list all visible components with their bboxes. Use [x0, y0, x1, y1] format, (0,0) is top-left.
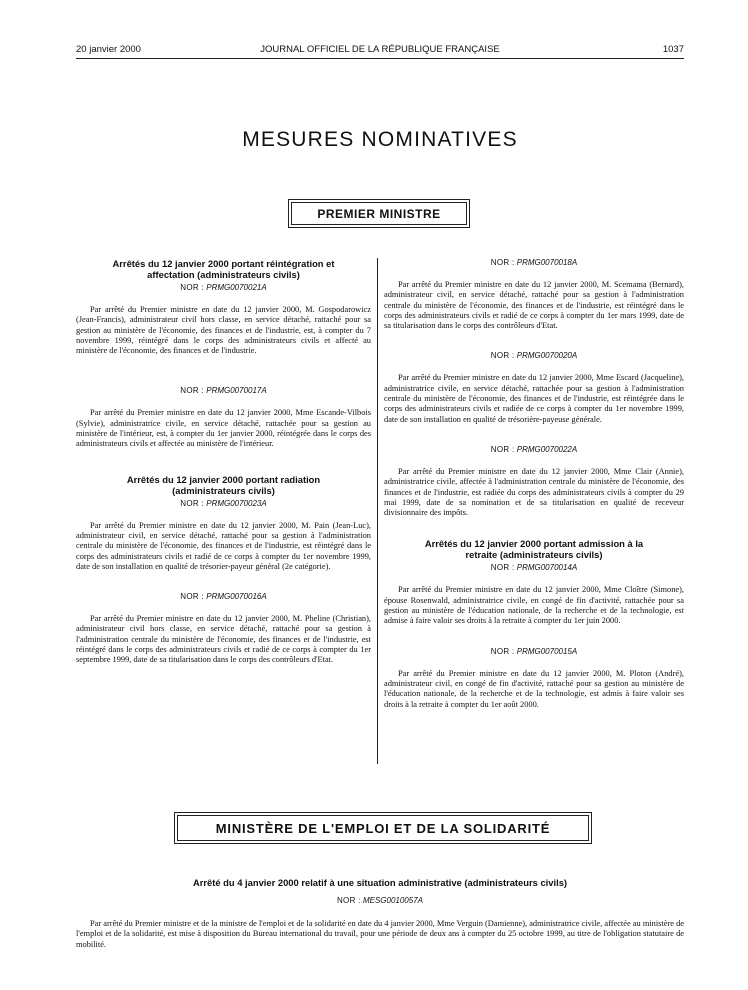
nor-label: NOR : — [490, 258, 515, 267]
nor-code: PRMG0070017A — [206, 386, 267, 396]
nor-line — [384, 563, 684, 573]
header-page-number: 1037 — [662, 44, 684, 55]
nor-line — [384, 258, 684, 268]
situation-administrative-title: Arrêté du 4 janvier 2000 relatif à une situation administrative (administrateurs civils) — [192, 877, 568, 888]
nor-code: PRMG0070020A — [516, 351, 578, 361]
radiation-title: Arrêtés du 12 janvier 2000 portant radiation (administrateurs civils) — [126, 473, 321, 496]
section-box-premier-ministre — [288, 199, 470, 228]
reintegration-title: Arrêtés du 12 janvier 2000 portant réintégration et affectation (administrateurs civils) — [112, 258, 335, 280]
nor-line — [384, 445, 684, 455]
nor-label: NOR : — [490, 351, 515, 361]
nor-label: NOR : — [180, 386, 204, 396]
nor-label: NOR : — [490, 563, 515, 573]
nor-line — [76, 592, 371, 602]
nor-line — [76, 283, 371, 293]
left-column — [76, 258, 371, 686]
nor-label: NOR : — [336, 896, 361, 905]
page-title: MESURES NOMINATIVES — [242, 128, 518, 151]
page-header — [76, 44, 684, 58]
column-divider — [377, 258, 378, 764]
nor-line — [76, 896, 684, 906]
nor-line — [384, 647, 684, 657]
nor-code: PRMG0070023A — [206, 498, 267, 508]
decree-paragraph: Par arrêté du Premier ministre en date du 12 janvier 2000, M. Gospodarowicz (Jean-Francis), administrateur civil hors classe, en service détaché, rattaché pour sa gestion au ministère de l'économie, des finances et de l'industrie, est, à compter du 7 novembre 1999, réintégré dans le corps des administrateurs civils et affecté au ministère de l'économie, des finances et de l'industrie. — [76, 305, 371, 356]
header-rule — [76, 58, 684, 59]
decree-paragraph: Par arrêté du Premier ministre en date du 12 janvier 2000, Mme Clair (Annie), administratrice civile, affectée à l'administration centrale du ministère de l'économie, des finances et de l'industrie, est radiée du corps des administrateurs civils à compter du 29 mai 1999, date de sa nomination et de sa titularisation en qualité de receveur divisionnaire des impôts. — [384, 466, 684, 518]
nor-label: NOR : — [180, 498, 204, 508]
nor-label: NOR : — [180, 283, 204, 292]
nor-code: PRMG0070016A — [206, 592, 267, 602]
section-box-emploi — [174, 812, 592, 844]
nor-label: NOR : — [490, 444, 515, 454]
section-title-emploi: MINISTÈRE DE L'EMPLOI ET DE LA SOLIDARITÉ — [177, 815, 589, 841]
decree-paragraph: Par arrêté du Premier ministre en date du 12 janvier 2000, Mme Cloître (Simone), épouse Rosenwald, administratrice civile, en congé de fin d'activité, rattachée pour sa gestion au ministère de l'éducation nationale, de la recherche et de la technologie, est admise à faire valoir ses droits à la retraite à compter du 1er juin 2000. — [384, 585, 684, 626]
nor-code: MESG0010057A — [362, 896, 423, 905]
nor-code: PRMG0070014A — [516, 563, 578, 573]
decree-paragraph: Par arrêté du Premier ministre en date du 12 janvier 2000, M. Pheline (Christian), administrateur civil hors classe, en service détaché, rattaché pour sa gestion à l'administration centrale du ministère de l'économie, des finances et de l'industrie, est réintégré dans le corps des administrateurs civils et radié de ce corps à compter du 1er septembre 1999, date de sa titularisation dans le corps des contrôleurs d'Etat. — [76, 614, 371, 665]
decree-paragraph: Par arrêté du Premier ministre en date du 12 janvier 2000, Mme Escande-Vilbois (Sylvie), administratrice civile, en service détaché, rattachée pour sa gestion au ministère de l'intérieur, est, à compter du 1er janvier 2000, réintégrée dans le corps des administrateurs civils et affectée au ministère de l'intérieur. — [76, 408, 371, 449]
nor-code: PRMG0070021A — [206, 283, 267, 292]
header-journal-title: JOURNAL OFFICIEL DE LA RÉPUBLIQUE FRANÇAISE — [260, 44, 500, 55]
nor-code: PRMG0070022A — [516, 444, 578, 454]
nor-code: PRMG0070018A — [516, 258, 578, 267]
nor-label: NOR : — [180, 592, 204, 602]
decree-paragraph: Par arrêté du Premier ministre en date du 12 janvier 2000, M. Pain (Jean-Luc), administrateur civil, en service détaché, rattaché pour sa gestion à l'administration centrale du ministère de l'économie, des finances et de l'industrie, est réintégré dans le corps des administrateurs civils et radié de ce corps à compter du 1er novembre 1999, date de son installation en qualité de trésorier-payeur général (2e catégorie). — [76, 520, 371, 571]
decree-paragraph: Par arrêté du Premier ministre en date du 12 janvier 2000, M. Ploton (André), administrateur civil, en congé de fin d'activité, rattaché pour sa gestion au ministère de l'éducation nationale, de la recherche et de la technologie, est admis à faire valoir ses droits à la retraite à compter du 1er août 2000. — [384, 668, 684, 709]
decree-paragraph: Par arrêté du Premier ministre en date du 12 janvier 2000, Mme Escard (Jacqueline), administratrice civile, en service détaché, rattachée pour sa gestion à l'administration centrale du ministère de l'économie, des finances et de l'industrie, est réintégrée dans le corps des administrateurs civils et radiée de ce corps à compter du 1er novembre 1999, date de son installation en qualité de trésorière-payeuse générale. — [384, 373, 684, 424]
right-column — [384, 258, 684, 730]
nor-code: PRMG0070015A — [516, 646, 578, 656]
decree-paragraph: Par arrêté du Premier ministre et de la ministre de l'emploi et de la solidarité en date du 4 janvier 2000, Mme Verguin (Damienne), administratrice civile, affectée au ministère de l'emploi et de la solidarité, est mise à disposition du Bureau international du travail, pour une période de deux ans à compter du 25 octobre 1999, au titre de l'obligation statutaire de mobilité. — [76, 919, 684, 949]
header-date: 20 janvier 2000 — [76, 44, 141, 55]
nor-line — [76, 499, 371, 509]
nor-label: NOR : — [490, 646, 515, 656]
decree-paragraph: Par arrêté du Premier ministre en date du 12 janvier 2000, M. Scemama (Bernard), administrateur civil, en service détaché, rattaché pour sa gestion à l'administration centrale du ministère de l'économie, des finances et de l'industrie, est réintégré dans le corps des administrateurs civils et radié de ce corps à compter du 1er mars 1999, date de sa titularisation dans le corps des contrôleurs d'Etat. — [384, 280, 684, 331]
retraite-title: Arrêtés du 12 janvier 2000 portant admission à la retraite (administrateurs civils) — [424, 538, 644, 561]
nor-line — [76, 386, 371, 396]
nor-line — [384, 351, 684, 361]
section-title-premier-ministre: PREMIER MINISTRE — [291, 202, 467, 225]
